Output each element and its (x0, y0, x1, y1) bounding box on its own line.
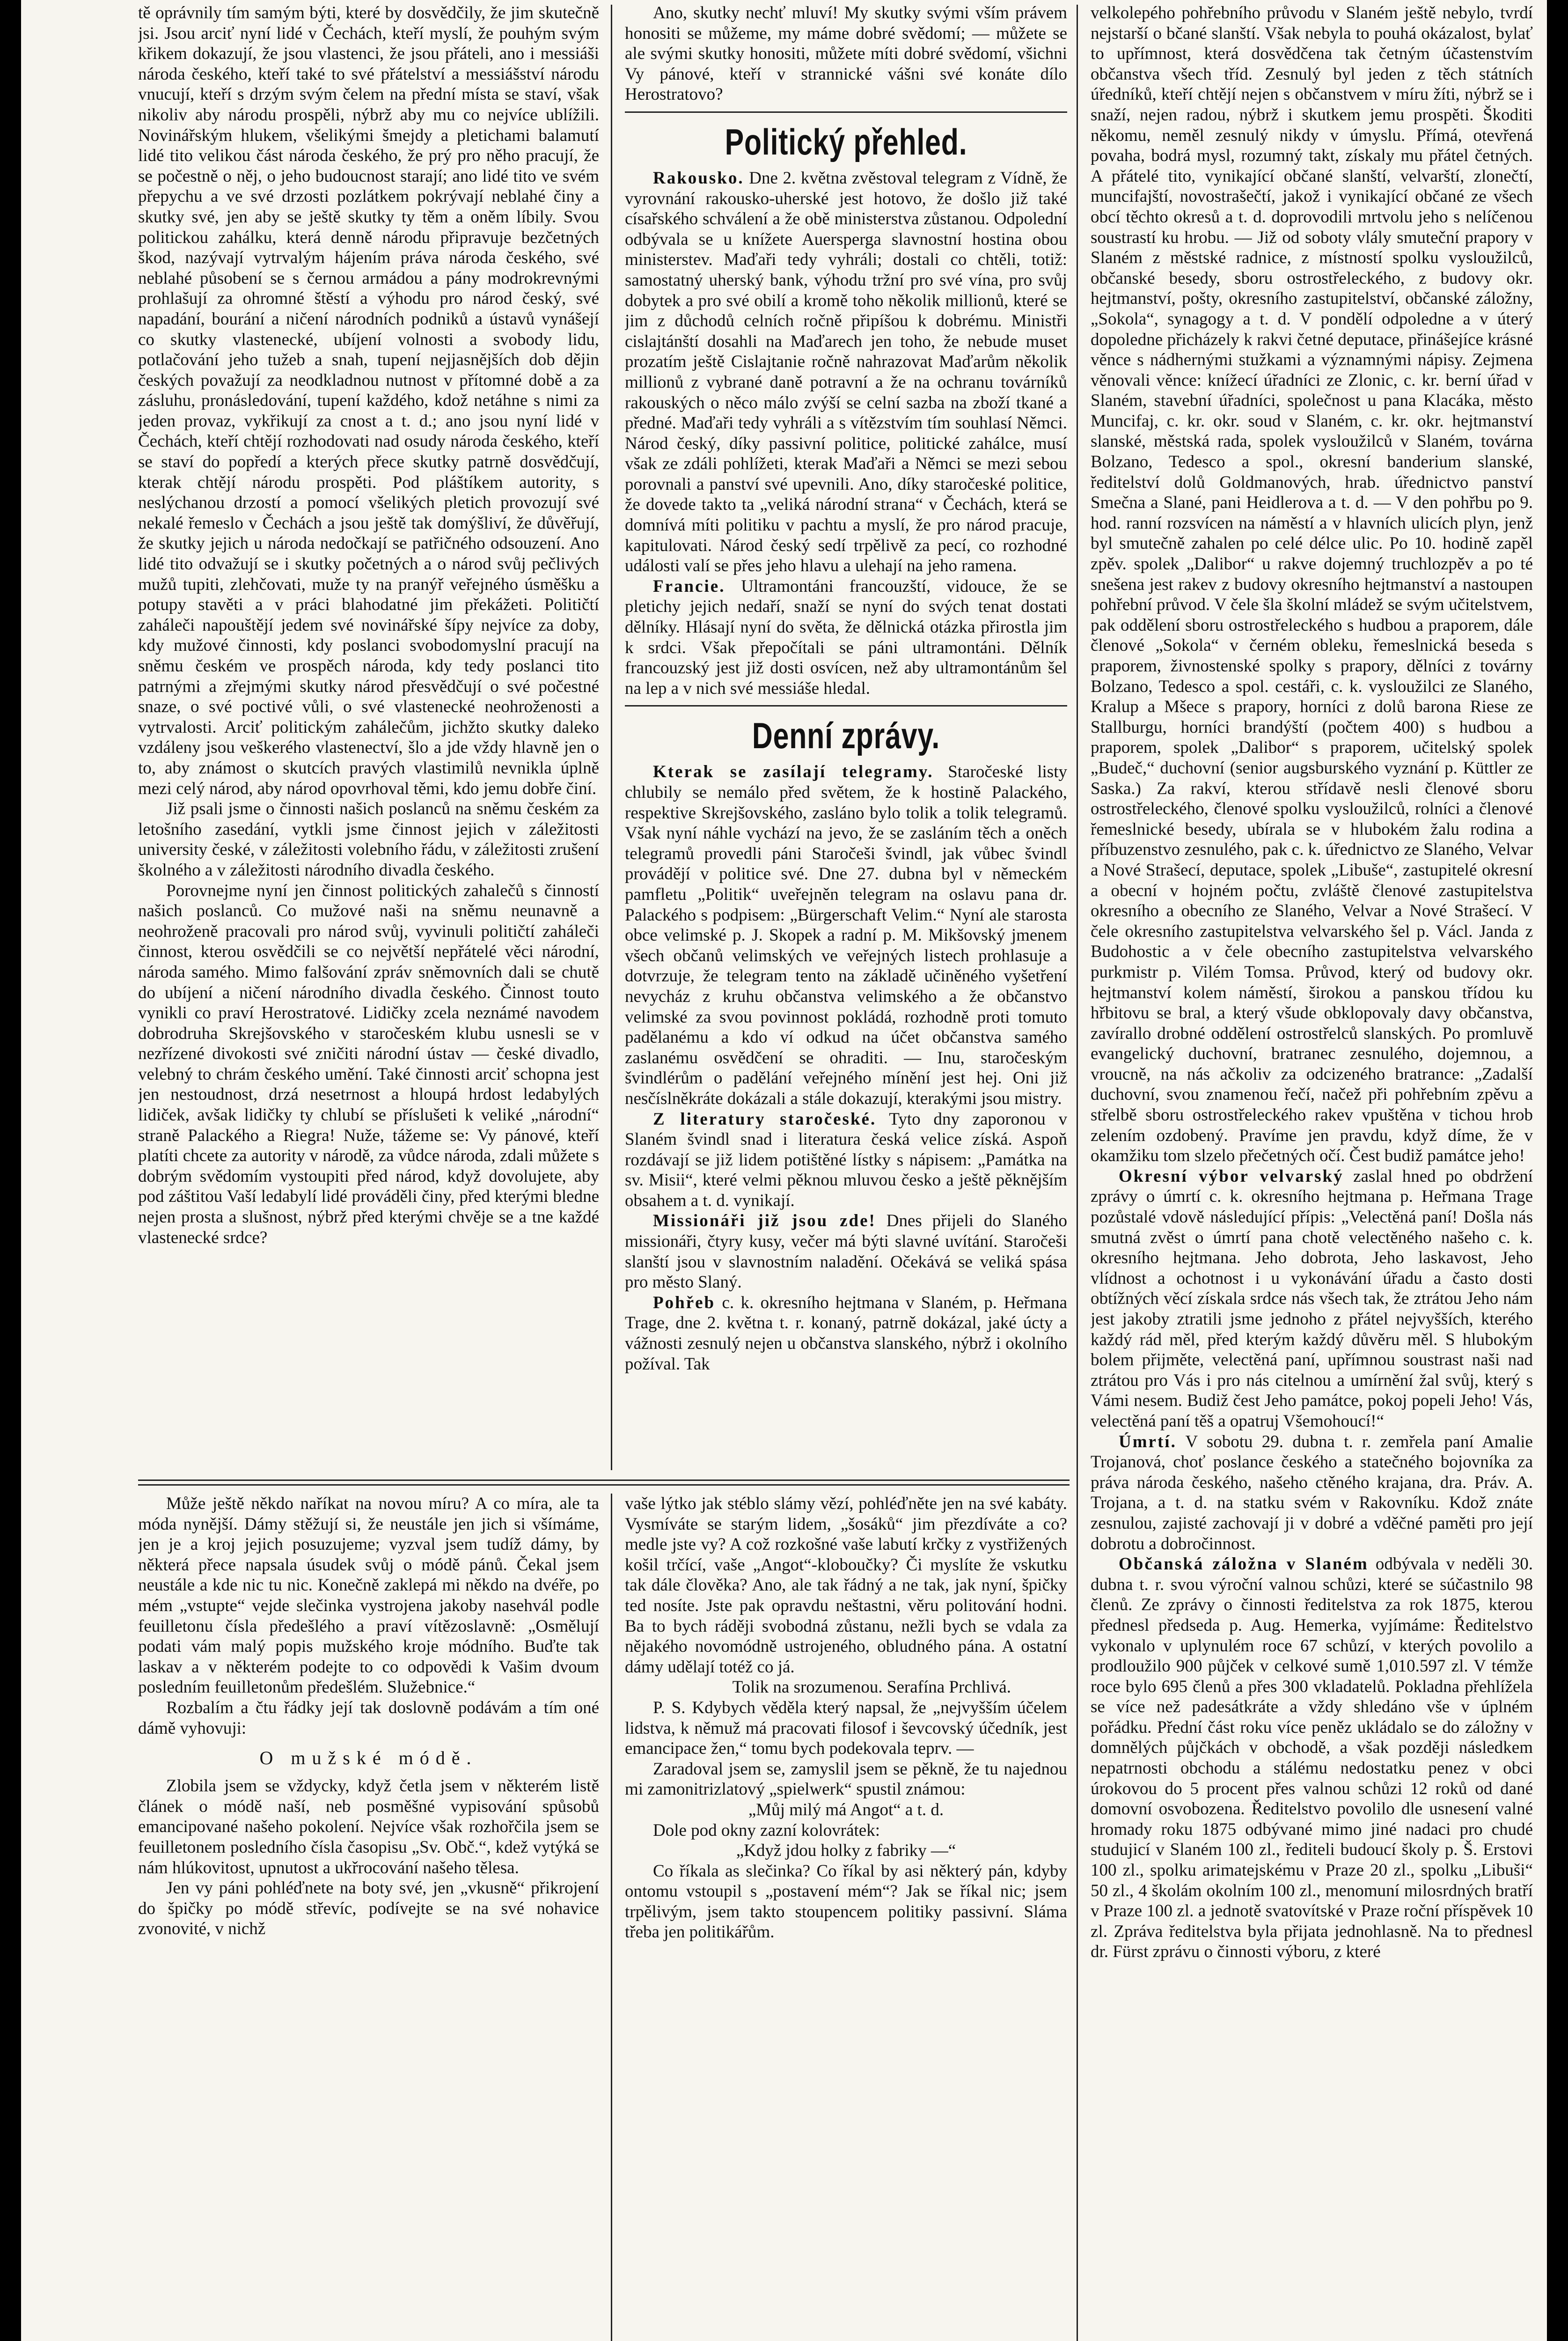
feuilleton-text: Zlobila jsem se vždycky, když četla jsem v některém listě článek o módě naší, neb posměšné vypisování spůsobů emancipované našeho pokolení. Nejvíce však rozhořčila jsem se feuilletonem posledního čísla časopisu „Sv. Obč.“, kdež vytýká se nám hlúkovitost, upnutost a ukřrocování našeho tělesa. (138, 1776, 599, 1877)
feuilleton-text: Rozbalím a čtu řádky její tak doslovně podávám a tím oné dámě vyhovuji: (138, 1698, 599, 1738)
feuilleton-text: vaše lýtko jak stéblo slámy vězí, pohléďněte jen na své kabáty. Vysmíváte se starým lidem, „šosáků“ jim přezdíváte a co? medle jste vy? A což rozkošné vaše labutí krčky z vystřižených košil trčící, vaše „Angot“-kloboučky? Či myslíte že vskutku tak dále člověka? Ano, ale tak řádný a ne tak, jak nyní, špičky ted nosíte. Jste pak opravdu neštastni, věru politování hodni. Ba to bych ráději svobodná zůstanu, nežli bych se vdala za nějakého novomódně ustrojeného, obludného pána. A ostatní dámy udělají totéž co já. (625, 1494, 1067, 1677)
column-rule (611, 5, 612, 1470)
feuilleton-quote: „Můj milý má Angot“ a t. d. (748, 1800, 944, 1819)
article-text: Ultramontáni francouzští, vidouce, že se pletichy jejich nedaří, snaží se nyní do svých tenat dostati dělníky. Hlásají nyní do světa, že dělnická otázka přirostla jim k srdci. Však přepočítali se páni ultramontáni. Dělník francouzský jest již dosti osvícen, než aby ultramontánům šel na lep a v nich své messiáše hledal. (625, 576, 1067, 698)
article-text: Dne 2. května zvěstoval telegram z Vídně, že vyrovnání rakousko-uherské jest hotovo, že došlo již také císařského schválení a že obě ministerstva zůstanou. Odpolední odbývala se u knížete Auersperga slavnostní hostina obou ministerstev. Maďaři tedy vyhráli; dostali co chtěli, totiž: samostatný uherský bank, výhodu tržní pro své vína, pro svůj dobytek a pro své obilí a kromě toho několik millionů, které se jim z důchodů celních ročně připíšou k dobrému. Ministři cislajtánští dosahli na Maďarech jen toho, že nebude muset prozatím ještě Cislajtanie ročně nahrazovat Maďarům několik millionů z vybrané daně potravní a že na ochranu továrníků rakouských o něco málo zvýší se celní sazba na zboží tkané a předné. Maďaři tedy vyhráli a s vítězstvím tím souhlasí Němci. Národ český, díky passivní politice, politické zahálce, musí však ze zdáli pohlížeti, kterak Maďaři a Němci se mezi sebou porovnali a panství své upevnili. Ano, díky staročeské politice, že dovede takto ta „veliká národní strana“ v Čechách, která se domnívá míti politiku v pachtu a myslí, že pro národ pracuje, kapitulovati. Národ český sedí trpělivě za pecí, co rozhodné události valí se přes jeho hlavu a ulehají na jeho ramena. (625, 168, 1067, 576)
article-text: velkolepého pohřebního průvodu v Slaném ještě nebylo, tvrdí nejstarší o bčané slanští. Však nebyla to pouhá okázalost, bylať to upřímnost, která dosvědčena tak četným účastenstvím občanstva všech tříd. Zesnulý byl jeden z těch státních úředníků, kteří chtějí nejen s občanstvem v míru žíti, nýbrž se i snaží, nejen radou, nýbrž i skutkem jemu prospěti. Škoditi někomu, neměl zesnulý nikdy v úmyslu. Přímá, otevřená povaha, bodrá mysl, rozumný takt, získaly mu přátel četných. A přátelé tito, vynikající občané slanští, velvarští, zlonečtí, muncifajští, novostrašečtí, jakož i vynikající občané ze všech obcí těchto okresů a t. d. doprovodili mrtvolu jeho s nelíčenou soustrastí ku hrobu. — Již od soboty vlály smuteční prapory v Slaném z městské radnice, z místností spolku vysloužilců, občanské besedy, sboru ostrostřeleckého, z budovy okr. hejtmanství, pošty, okresního zastupitelství, občanské záložny, „Sokola“, synagogy a t. d. V pondělí odpoledne a v úterý dopoledne přicházely k rakvi četné deputace, přinášejíce krásné věnce s nádhernými stužkami a významnými nápisy. Zejmena věnovali věnce: knížecí úřadníci ze Zlonic, c. kr. berní úřad v Slaném, stavební úřadníci, společnost u pana Klacáka, město Muncifaj, c. kr. okr. soud v Slaném, c. kr. okr. hejtmanství slanské, městská rada, spolek vysloužilců v Slaném, továrna Bolzano, Tedesco a spol., okresní banderium slanské, ředitelství dolů Goldmanových, hrab. úřednictvo panství Smečna a Slané, pani Heidlerova a t. d. — V den pohřbu po 9. hod. ranní rozsvícen na náměstí a v hlavních ulicích plyn, jenž byl smutečně zahalen po celé délce ulic. Po 10. hodině zapěl zpěv. spolek „Dalibor“ u rakve dojemný truchlozpěv a po té snešena jest rakev z budovy okresního hejtmanství a nastoupen pohřební průvod. V čele šla školní mládež se svým učitelstvem, pak oddělení sboru ostrostřeleckého s hudbou a praporem, dále členové „Sokola“ v černém obleku, řemeslnická beseda s praporem, živnostenské spolky s prapory, dělníci z továrny Bolzano, Tedesco a spol. cestáři, c. k. vysloužilci ze Slaného, Kralup a Mšece s prapory, horníci z dolů barona Riese ze Stallburgu, horníci brandýští (počtem 400) s hudbou a praporem, spolek „Dalibor“ s praporem, učitelský spolek „Budeč,“ duchovní (senior augsburského vyznání p. Küttler ze Saska.) Za rakví, kterou střídavě nesli členové sboru ostrostřeleckého, členové spolku vysloužilců, rolníci a členové řemeslnické besedy, ubírala se v hlubokém žalu rodina a příbuzenstvo zesnulého, pak c. k. úřednictvo ze Slaného, Velvar a Nové Strašecí, deputace, spolek „Libuše“, zastupitelé okresní a obecní v hojném počtu, zvláště členové zastupitelstva okresního a obecního ze Slaného, Velvar a Nové Strašecí. V čele okresního zastupitelstva velvarského šel p. Václ. Janda z Budohostic a v čele obecního zastupitelstva velvarského purkmistr p. Vilém Tomsa. Průvod, který od budovy okr. hejtmanství kolem náměstí, širokou a panskou třídou ku hřbitovu se bral, a který všude obklopovaly davy občanstva, zavírallo drobné oddělení ostrostřelců slanských. Po promluvě evangelický duchovní, bratranec zesnulého, dojemnou, a vroucně, na nás ačkoliv za odcizeného bratrance: „Zadalší duchovní, svou znamenou řečí, načež při pohřebním zpěvu a střelbě sboru ostrostřeleckého rakev vpuštěna v tichou hrob zelením ozdobený. Pravíme jen pravdu, když díme, že v okamžiku tom slzelo přečetných očí. Čest budiž památce jeho! (1091, 3, 1533, 1166)
feuilleton-quote: „Když jdou holky z fabriky —“ (736, 1841, 956, 1861)
news-head: Kterak se zasílají telegramy. (653, 762, 934, 782)
article-text: Porovnejme nyní jen činnost politických zahalečů s činností našich poslanců. Co mužové naši na sněmu neunavně a neohroženě pracovali pro národ svůj, vyvinuli političtí zaháleči činnost, kterou osvědčili se co největší nepřátelé věci národní, národa samého. Mimo falšování zpráv sněmovních dali se chutě do ubíjení a ničení národního divadla českého. Činnost touto vynikli co praví Herostratové. Lidičky zcela neznámé navodem dobrodruha Skrejšovského v staročeském klubu usnesli se v nezřízené divokosti své zničiti národní ústav — české divadlo, velebný to chrám českého umění. Také činnosti arciť schopna jest jen nestoudnost, drzá nesetrnost a hloupá hrdost ledabylých lidiček, avšak lidičky ty chlubí se příslušeti k veliké „národní“ straně Palackého a Riegra! Nuže, tážeme se: Vy pánové, kteří platíti chcete za autority v národě, za vůdce národa, zdali můžete s dobrým svědomím vystoupiti před národ, když dovolujete, aby pod záštitou Vaší ledabylí lidé prováděli činy, před kterými bledne nejen prosta a slušnost, nýbrž před kterými chvěje se a tne každé vlastenecké srdce? (138, 881, 599, 1247)
news-text: odbývala v neděli 30. dubna t. r. svou výroční valnou schůzi, které se súčastnilo 98 členů. Ze zprávy o činnosti ředitelstva za rok 1875, kterou přednesl předseda p. Aug. Hemerka, vyjímáme: Ředitelstvo vykonalo v uplynulém roce 67 schůzí, v kterých povolilo a prodloužilo 900 půjček v celkové sumě 1,010.597 zl. V témže roce bylo 695 členů a přes 300 vkladatelů. Pokladna přehlížela se více než padesátkráte a vždy shledáno vše v úplném pořádku. Přední část roku více peněz ukládalo se do záložny v domnělých půjčkách v obchodě, a však později následkem nepatrnosti obchodu a stálému nedostatku penez v obci úrokovou do 5 procent přes valnou schůzi 12 roků od dané domovní osvobozena. Ředitelstvo povolilo dle usnesení valné hromady roku 1875 odbývané mimo jiné nadaci pro chudé studujicí v Slaném 100 zl., řediteli budoucí školy p. Š. Erstovi 100 zl., spolku arimatejskému v Praze 20 zl., spolku „Libuši“ 50 zl., 4 školám okolním 100 zl., menomuní milosrdných bratří v Praze 100 zl. a jednotě svatovítské v Praze roční příspěvek 10 zl. Zpráva ředitelstva byla přijata jednohlasně. Na to přednesl dr. Fürst zprávu o činnosti výboru, z které (1091, 1554, 1533, 1962)
news-head: Pohřeb (653, 1293, 716, 1312)
column-rule (1077, 5, 1078, 2341)
news-text: Dnes přijeli do Slaného missionáři, čtyry kusy, večer má býti slavné uvítání. Staročeši slanští jsou v slavnostním naladění. Očekává se veliká spása pro město Slaný. (625, 1211, 1067, 1292)
section-rule (625, 705, 1067, 707)
article-text: Ano, skutky nechť mluví! My skutky svými vším právem honositi se můžeme, my máme dobré svědomí; — můžete se ale svými skutky honositi, můžete míti dobré svědomí, všichni Vy pánové, kteří v strannické vášni své konáte dílo Herostratovo? (625, 3, 1067, 104)
column-3 (1091, 3, 1533, 2341)
feuilleton-text: Dole pod okny zazní kolovrátek: (653, 1820, 880, 1840)
feuilleton-text: Co říkala as slečinka? Co říkal by asi některý pán, kdyby ontomu vstoupil s „postavení mém“? Jak se říkal nic; jsem trpělivým, jsem takto stoupencem politiky passivní. Sláma třeba jen politikářům. (625, 1861, 1067, 1942)
article-text: tě oprávnily tím samým býti, které by dosvědčily, že jim skutečně jsi. Jsou arciť nyní lidé v Čechách, kteří myslí, že pouhým svým křikem dokazují, že jsou vlastenci, že jsou přáteli, ano i messiáši národa českého, kteří také to své přátelství a messiášství národu vnucují, kteří s drzým svým čelem na přední místa se staví, však nikoliv aby národu prospěli, nýbrž aby mu co nejvíce ublížili. Novinářským hlukem, všelikými šmejdy a pletichami balamutí lidé tito velikou část národa českého, že prý pro něho pracují, že se počestně o něj, o jeho budoucnost starají; ano lidé tito ve svém přepychu a ve své drzosti pozlátkem pokrývají neblahé činy a skutky své, jen aby se ještě skutky ty těm a oněm líbily. Svou politickou zahálku, která denně národu připravuje bezčetných škod, nazývají vytrvalým hájením práva národa českého, své neblahé působení se s černou armádou a pány modrokrevnými prohlašují za ohromné štěstí a výhodu pro národ český, své napadání, bourání a ničení národních podniků a ústavů vynášejí co skutky vlastenecké, ubíjení volnosti a svobody lidu, potlačování jeho tužeb a snah, tupení nejjasnějších dob dějin českých považují za neodkladnou nutnost v přítomné době a za zásluhu, pronásledování, tupení každého, kdož netáhne s nimi za jeden provaz, vykřikují za cnost a t. d.; ano jsou nyní lidé v Čechách, kteří chtějí rozhodovati nad osudy národa českého, kteří se staví do popředí a kterých přece skutky patrně dosvědčují, kterak chtějí národu prospěti. Pod pláštíkem autority, s neslýchanou drzostí a pomocí všelikých pletich provozují své nekalé řemeslo v Čechách a jsou ještě tak domýšliví, že důvěřují, že skutky jejich u národa nedočkají se patřičného odsouzení. Ano lidé tito odvažují se i skutky početných a o národ svůj pečlivých mužů tupiti, zlehčovati, muže ty na pranýř veřejného úsměšku a potupy stavěti a v práci blahodatné jim překážeti. Političtí zaháleči napouštějí jedem své novinářské šípy nejvíce za doby, kdy mužové činnosti, kdy poslanci svobodomyslní pracují na sněmu českém ve prospěch národa, kdy tedy poslanci tito patrnými a zřejmými skutky národ přesvědčují o své počestné snaze, o své poctivé vůli, o své vlastenecké neohroženosti a vytrvalosti. Arciť politickým zahálečům, jichžto skutky daleko vzdáleny jsou veškerého vlastenectví, šlo a jde vždy hlavně jen o to, aby známost o skutcích pravých vlastimilů nevnikla úplně mezi celý národ, aby národ opovrhoval těmi, kdo jemu dobře činí. (138, 3, 599, 798)
news-text: Tyto dny zaporonou v Slaném švindl snad i literatura česká velice získá. Aspoň rozdávají se již lidem potištěné lístky s nápisem: „Památka na sv. Misii“, které velmi pěknou mluvou česko a ještě pěknějším obsahem a t. d. vynikají. (625, 1109, 1067, 1210)
newspaper-page (21, 0, 1547, 2341)
section-rule (625, 111, 1067, 113)
column-1-upper (138, 3, 599, 1473)
feuilleton-text: Jen vy páni pohléďnete na boty své, jen „vkusně“ přikrojení do špičky po módě střevíc, podívejte se na své nohavice zvonovité, v nichž (138, 1878, 599, 1939)
feuilleton-column-1 (138, 1494, 599, 2341)
section-title-denni-zpravy: Denní zprávy. (752, 715, 940, 757)
feuilleton-rule (138, 1480, 1070, 1481)
news-text: c. k. okresního hejtmana v Slaném, p. Heřmana Trage, dne 2. května t. r. konaný, patrně dokázal, jaké úcty a vážnosti zesnulý nejen u občanstva slanského, nýbrž i okolního požíval. Tak (625, 1293, 1067, 1374)
feuilleton-text: Zaradoval jsem se, zamyslil jsem se pěkně, že tu najednou mi zamonitrizlatový „spielwerk“ spustil známou: (625, 1759, 1067, 1799)
feuilleton-column-2 (625, 1494, 1067, 2341)
column-2-upper (625, 3, 1067, 1473)
feuilleton-signature: Tolik na srozumenou. Serafína Prchlivá. (732, 1678, 1011, 1697)
column-rule (611, 1494, 612, 2341)
feuilleton-subhead: O mužské módě. (259, 1747, 478, 1769)
news-text: zaslal hned po obdržení zprávy o úmrtí c. k. okresního hejtmana p. Heřmana Trage pozůstalé vdově následující přípis: „Velectěná paní! Došla nás smutná zvěst o úmrtí pana chotě velectěného našeho c. k. okresního hejtmana. Jeho dobrota, Jeho laskavost, Jeho vlídnost a ochotnost i u vykonávání úřadu a často dosti obtížných věcí získala srdce nás všech tak, že ztrátou Jeho nám jest jakoby ztratili jsme jednoho z přátel nejvyšších, kterého každý rád měl, před kterým každý důvěru měl. S hlubokým bolem přijměte, velectěná paní, upřímnou soustrast naši nad ztrátou pro Vás i pro nás citelnou a umírnění žal svůj, který s Vámi nesem. Budiž čest Jeho památce, pokoj popeli Jeho! Vás, velectěná paní těš a opatruj Všemohoucí!“ (1091, 1166, 1533, 1431)
news-text: Staročeské listy chlubily se nemálo před světem, že k hostině Palackého, respektive Skrejšovského, zasláno bylo tolik a tolik telegramů. Však nyní náhle vychází na jevo, že se zasláním těch a oněch telegramů provedli páni Staročeši švindl, jak vůbec švindl provádějí v politice své. Dne 27. dubna byl v německém pamfletu „Politik“ uveřejněn telegram na oslavu pana dr. Palackého s podpisem: „Bürgerschaft Velim.“ Nyní ale starosta obce velimské p. J. Skopek a radní p. M. Mikšovský jmenem všech občanů velimských ve veřejných listech prohlasuje a dotvrzuje, že telegram tento na základě učiněného vyšetření nevycház z kruhu občanstva velimského a že občanstvo velimské za svou povinnost pokládá, rozhodně proti tomuto padělanému a kdo ví odkud na účet občanstva samého zaslanému osvědčení se ohraditi. — Inu, staročeským švindlérům o padělání veřejného mínění jest hej. Oni již nesčíslněkráte dokázali a stále dokazují, kterakými jsou mistry. (625, 762, 1067, 1108)
news-text: V sobotu 29. dubna t. r. zemřela paní Amalie Trojanová, choť poslance českého a statečného bojovníka za práva národa českého, našeho ctěného krajana, dra. Práv. A. Trojana, a t. d. na statku svém v Rakovníku. Kdož znáte zesnulou, zajisté zachovají ji v dobré a vděčné paměti pro její dobrotu a dobročinnost. (1091, 1432, 1533, 1553)
article-text: Již psali jsme o činnosti našich poslanců na sněmu českém za letošního zasedání, vytkli jsme činnost jejich v záležitosti university české, v záležitosti volebního řádu, v záležitosti zrušení školného a v záležitosti národního divadla českého. (138, 799, 599, 880)
feuilleton-rule (138, 1484, 1070, 1486)
section-title-politicky-prehled: Politický přehled. (725, 121, 967, 162)
feuilleton-text: Může ještě někdo naříkat na novou míru? A co míra, ale ta móda nynější. Dámy stěžují si, že neustále jen jich si všímáme, jen je a kroj jejich posuzujeme; vyzval jsem tudíž dámy, by některá přece napsala úsudek svůj o módě pánů. Čekal jsem neustále a kde nic tu nic. Konečně zaklepá mi někdo na dvéře, po mém „vstupte“ vejde slečinka vystrojena jakoby nasehvál podle feuilletonu čísla předešlého a praví vítězoslavně: „Osmělují podati vám malý popis mužského kroje módního. Buďte tak laskav a v některém podejte to co odpovědi k Vašim dvoum posledním feuilletonům předešlém. Služebnice.“ (138, 1494, 599, 1697)
news-head: Občanská záložna v Slaném (1119, 1554, 1369, 1574)
subhead-rakousko: Rakousko. (653, 168, 744, 188)
news-head: Z literatury staročeské. (653, 1109, 877, 1129)
news-head: Okresní výbor velvarský (1119, 1166, 1344, 1186)
news-head: Missionáři již jsou zde! (653, 1211, 876, 1231)
feuilleton-text: P. S. Kdybych věděla který napsal, že „nejvyšším účelem lidstva, k němuž má pracovati filosof i ševcovský účedník, jest emancipace žen,“ tomu bych podekovala teprv. — (625, 1698, 1067, 1759)
news-head: Úmrtí. (1119, 1432, 1177, 1451)
subhead-francie: Francie. (653, 576, 725, 596)
